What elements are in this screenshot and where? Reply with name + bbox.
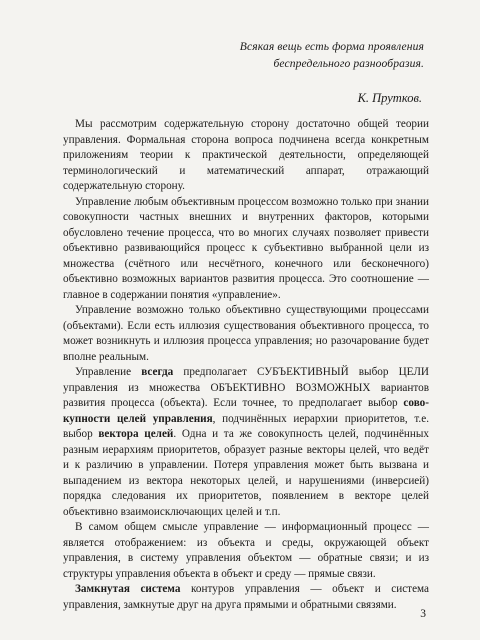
text-run: В самом общем смысле управление — информационный процесс — является отображением: из объекта и среды, окружающей объект управления, в систему управления объектом — обратные связи; и из структуры управления объекта в объект и среду — прямые связи. bbox=[63, 521, 429, 580]
page-number: 3 bbox=[420, 608, 426, 620]
paragraph bbox=[63, 195, 429, 304]
bold-term: совокупности целей управления bbox=[63, 397, 429, 425]
text-run: Управление любым объективным процессом возможно только при знании совокупности частных внешних и внутренних факторов, которыми обусловлено течение процесса, что во многих случаях позволяет привести объективно развивающийся процесс к субъективно выбранной цели из множества (счётного или несчётного, конечного или бесконечного) объективно возможных вариантов развития процесса. Это соотношение — главное в содержании понятия «управление». bbox=[63, 195, 429, 301]
epigraph-line-2: беспредельного разнообразия. bbox=[273, 57, 424, 70]
bold-term: Замкнутая система bbox=[75, 583, 181, 595]
text-run: предполагает СУБЪЕКТИВНЫЙ выбор ЦЕЛИ управления из множества ОБЪЕКТИВНО ВОЗМОЖНЫХ вариантов развития процесса (объекта). Если точнее, то предполагает выбор bbox=[63, 366, 429, 409]
paragraph bbox=[63, 520, 429, 582]
epigraph-line-1: Всякая вещь есть форма проявления bbox=[239, 40, 424, 53]
body-text bbox=[63, 117, 429, 613]
epigraph bbox=[124, 38, 424, 72]
text-run: Управление bbox=[75, 366, 142, 378]
paragraph bbox=[63, 365, 429, 520]
paragraph bbox=[63, 117, 429, 195]
text-run: , подчинённых иерархии приоритетов, т.е. выбор bbox=[63, 412, 429, 440]
bold-term: всегда bbox=[141, 366, 174, 378]
text-run: Управление возможно только объективно существующими процессами (объектами). Если есть иллюзия существования объективного процесса, то может возникнуть и иллюзия процесса управления; но разочарование будет вполне реальным. bbox=[63, 304, 429, 363]
epigraph-author: К. Прутков. bbox=[357, 91, 422, 105]
text-run: контуров управления — объект и система управления, замкнутые друг на друга прямыми и обратными связями. bbox=[63, 583, 430, 611]
text-run: . Одна и та же совокупность целей, подчинённых разным иерархиям приоритетов, образует разные векторы целей, что ведёт и к различию в управлении. Потеря управления может быть вызвана и выпадением из вектора некоторых целей, и нарушениями (инверсией) порядка следования их приоритетов, появлением в векторе целей объективно взаимоисключающих целей и т.п. bbox=[63, 428, 429, 518]
paragraph bbox=[63, 582, 429, 613]
bold-term: вектора целей bbox=[98, 428, 174, 440]
text-run: Мы рассмотрим содержательную сторону достаточно общей теории управления. Формальная сторона вопроса подчинена всегда конкретным приложениям теории к практической деятельности, определяющей терминологический и математический аппарат, отражающий содержательную сторону. bbox=[63, 118, 429, 192]
paragraph bbox=[63, 303, 429, 365]
